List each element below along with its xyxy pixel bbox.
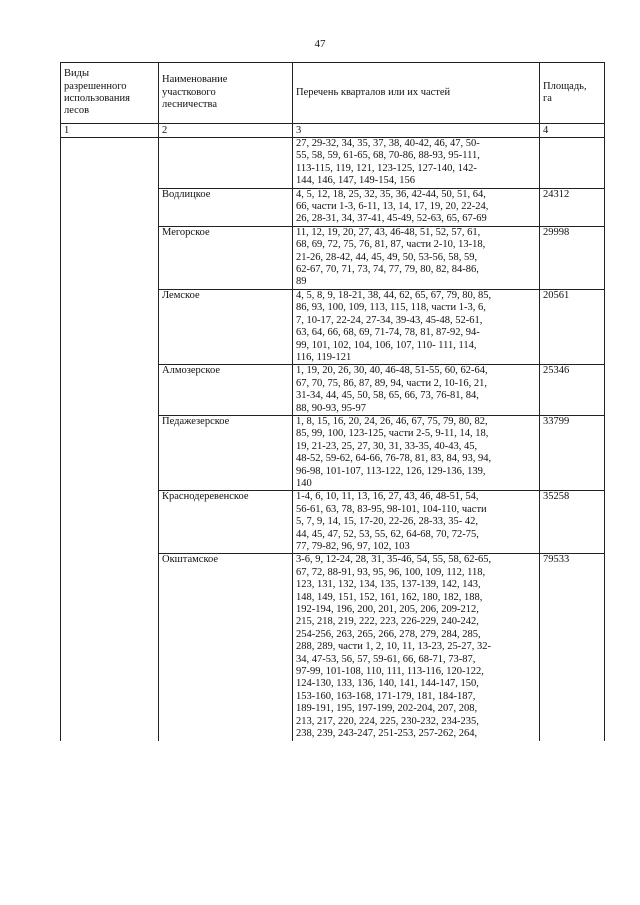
text-line: 44, 45, 47, 52, 53, 55, 62, 64-68, 70, 72-75,	[296, 528, 479, 540]
text-line: 1, 8, 15, 16, 20, 24, 26, 46, 67, 75, 79, 80, 82,	[296, 415, 488, 427]
text-line: 238, 239, 243-247, 251-253, 257-262, 264,	[296, 728, 478, 740]
text-line: 116, 119-121	[296, 351, 352, 363]
text-line: 4, 5, 8, 9, 18-21, 38, 44, 62, 65, 67, 79, 80, 85,	[296, 289, 492, 301]
text-line: 192-194, 196, 200, 201, 205, 206, 209-212,	[296, 604, 479, 616]
text-line: 113-115, 119, 121, 123-125, 127-140, 142-	[296, 162, 477, 174]
header-usage-type	[61, 63, 159, 124]
text-line: 77, 79-82, 96, 97, 102, 103	[296, 541, 410, 552]
text-line: 89	[296, 276, 307, 288]
forestry-name-cell	[159, 138, 293, 189]
text-line: использования	[64, 93, 130, 104]
text-line: 189-191, 195, 197-199, 202-204, 207, 208,	[296, 703, 478, 715]
text-line: 97-99, 101-108, 110, 111, 113-116, 120-122,	[296, 666, 484, 678]
quarters-list-cell	[293, 188, 540, 226]
text-line: 56-61, 63, 78, 83-95, 98-101, 104-110, части	[296, 503, 487, 515]
text-line: 11, 12, 19, 20, 27, 43, 46-48, 51, 52, 57, 61,	[296, 226, 481, 238]
text-line: 55, 58, 59, 61-65, 68, 70-86, 88-93, 95-111,	[296, 150, 480, 162]
forestry-name-cell: Окштамское	[159, 554, 293, 741]
text-line: 123, 131, 132, 134, 135, 137-139, 142, 143,	[296, 579, 481, 591]
area-cell: 20561	[540, 289, 605, 364]
table-row	[61, 138, 605, 189]
text-line: 1, 19, 20, 26, 30, 40, 46-48, 51-55, 60, 62-64,	[296, 365, 488, 377]
forestry-name-cell: Алмозерское	[159, 365, 293, 416]
page-number: 47	[314, 38, 326, 50]
forestry-name-cell: Мегорское	[159, 226, 293, 289]
forestry-name-cell: Лемское	[159, 289, 293, 364]
text-line: 27, 29-32, 34, 35, 37, 38, 40-42, 46, 47, 50-	[296, 138, 480, 149]
area-cell: 25346	[540, 365, 605, 416]
text-line: 86, 93, 100, 109, 113, 115, 118, части 1-3, 6,	[296, 302, 486, 314]
text-line: 153-160, 163-168, 171-179, 181, 184-187,	[296, 690, 476, 702]
forestry-name-cell: Педажезерское	[159, 415, 293, 490]
text-line: 144, 146, 147, 149-154, 156	[296, 175, 415, 187]
area-cell: 33799	[540, 415, 605, 490]
text-line: 88, 90-93, 95-97	[296, 402, 366, 414]
quarters-list-cell	[293, 289, 540, 364]
text-line: 34, 47-53, 56, 57, 59-61, 66, 68-71, 73-87,	[296, 653, 476, 665]
text-line: лесничества	[162, 99, 217, 111]
forestry-name-cell: Краснодеревенское	[159, 491, 293, 554]
text-line: Наименование	[162, 74, 228, 86]
text-line: 96-98, 101-107, 113-122, 126, 129-136, 139,	[296, 465, 486, 477]
text-line: 68, 69, 72, 75, 76, 81, 87, части 2-10, 13-18,	[296, 239, 486, 251]
text-line: 148, 149, 151, 152, 161, 162, 180, 182, 188,	[296, 591, 483, 603]
text-line: 26, 28-31, 34, 37-41, 45-49, 52-63, 65, 67-69	[296, 213, 487, 225]
text-line: 19, 21-23, 25, 27, 30, 31, 33-35, 40-43, 45,	[296, 440, 478, 452]
text-line: 288, 289, части 1, 2, 10, 11, 13-23, 25-27, 32-	[296, 641, 492, 653]
text-line: 21-26, 28-42, 44, 45, 49, 50, 53-56, 58, 59,	[296, 251, 478, 263]
header-forestry-name	[159, 63, 293, 124]
text-line: 5, 7, 9, 14, 15, 17-20, 22-26, 28-33, 35- 42,	[296, 516, 478, 528]
text-line: 99, 101, 102, 104, 106, 107, 110- 111, 114,	[296, 339, 477, 351]
text-line: 213, 217, 220, 224, 225, 230-232, 234-235,	[296, 715, 479, 727]
column-number: 1	[61, 124, 159, 138]
text-line: 31-34, 44, 45, 50, 58, 65, 66, 73, 76-81, 84,	[296, 390, 479, 402]
header-area	[540, 63, 605, 124]
text-line: 3-6, 9, 12-24, 28, 31, 35-46, 54, 55, 58, 62-65,	[296, 554, 492, 566]
quarters-list-cell	[293, 491, 540, 554]
text-line: 215, 218, 219, 222, 223, 226-229, 240-242,	[296, 616, 479, 628]
text-line: 67, 70, 75, 86, 87, 89, 94, части 2, 10-16, 21,	[296, 377, 488, 389]
quarters-list-cell	[293, 226, 540, 289]
area-cell: 29998	[540, 226, 605, 289]
column-number: 2	[159, 124, 293, 138]
text-line: 63, 64, 66, 68, 69, 71-74, 78, 81, 87-92, 94-	[296, 327, 480, 339]
area-cell: 35258	[540, 491, 605, 554]
quarters-list-cell	[293, 415, 540, 490]
text-line: га	[543, 93, 552, 104]
text-line: участкового	[162, 86, 216, 98]
text-line: 1-4, 6, 10, 11, 13, 16, 27, 43, 46, 48-51, 54,	[296, 491, 479, 503]
forestry-name-cell: Водлицкое	[159, 188, 293, 226]
area-cell: 24312	[540, 188, 605, 226]
quarters-list-cell	[293, 138, 540, 189]
text-line: разрешенного	[64, 80, 127, 92]
text-line: 140	[296, 477, 312, 489]
text-line: 7, 10-17, 22-24, 27-34, 39-43, 45-48, 52-61,	[296, 314, 483, 326]
column-number: 4	[540, 124, 605, 138]
text-line: 62-67, 70, 71, 73, 74, 77, 79, 80, 82, 84-86,	[296, 264, 479, 276]
text-line: 124-130, 133, 136, 140, 141, 144-147, 150,	[296, 678, 479, 690]
text-line: 48-52, 59-62, 64-66, 76-78, 81, 83, 84, 93, 94,	[296, 453, 492, 465]
text-line: 66, части 1-3, 6-11, 13, 14, 17, 19, 20, 22-24,	[296, 201, 489, 213]
text-line: 4, 5, 12, 18, 25, 32, 35, 36, 42-44, 50, 51, 64,	[296, 188, 486, 200]
forest-quarters-table	[60, 62, 605, 741]
column-number: 3	[293, 124, 540, 138]
quarters-list-cell	[293, 365, 540, 416]
text-line: 254-256, 263, 265, 266, 278, 279, 284, 285,	[296, 628, 481, 640]
area-cell: 79533	[540, 554, 605, 741]
area-cell	[540, 138, 605, 189]
usage-type-cell	[61, 138, 159, 741]
text-line: 67, 72, 88-91, 93, 95, 96, 100, 109, 112, 118,	[296, 566, 486, 578]
text-line: лесов	[64, 105, 90, 117]
text-line: Виды	[64, 68, 90, 80]
header-quarters-list: Перечень кварталов или их частей	[293, 63, 540, 124]
text-line: Площадь,	[543, 80, 587, 92]
text-line: 85, 99, 100, 123-125, части 2-5, 9-11, 14, 18,	[296, 428, 489, 440]
quarters-list-cell	[293, 554, 540, 741]
